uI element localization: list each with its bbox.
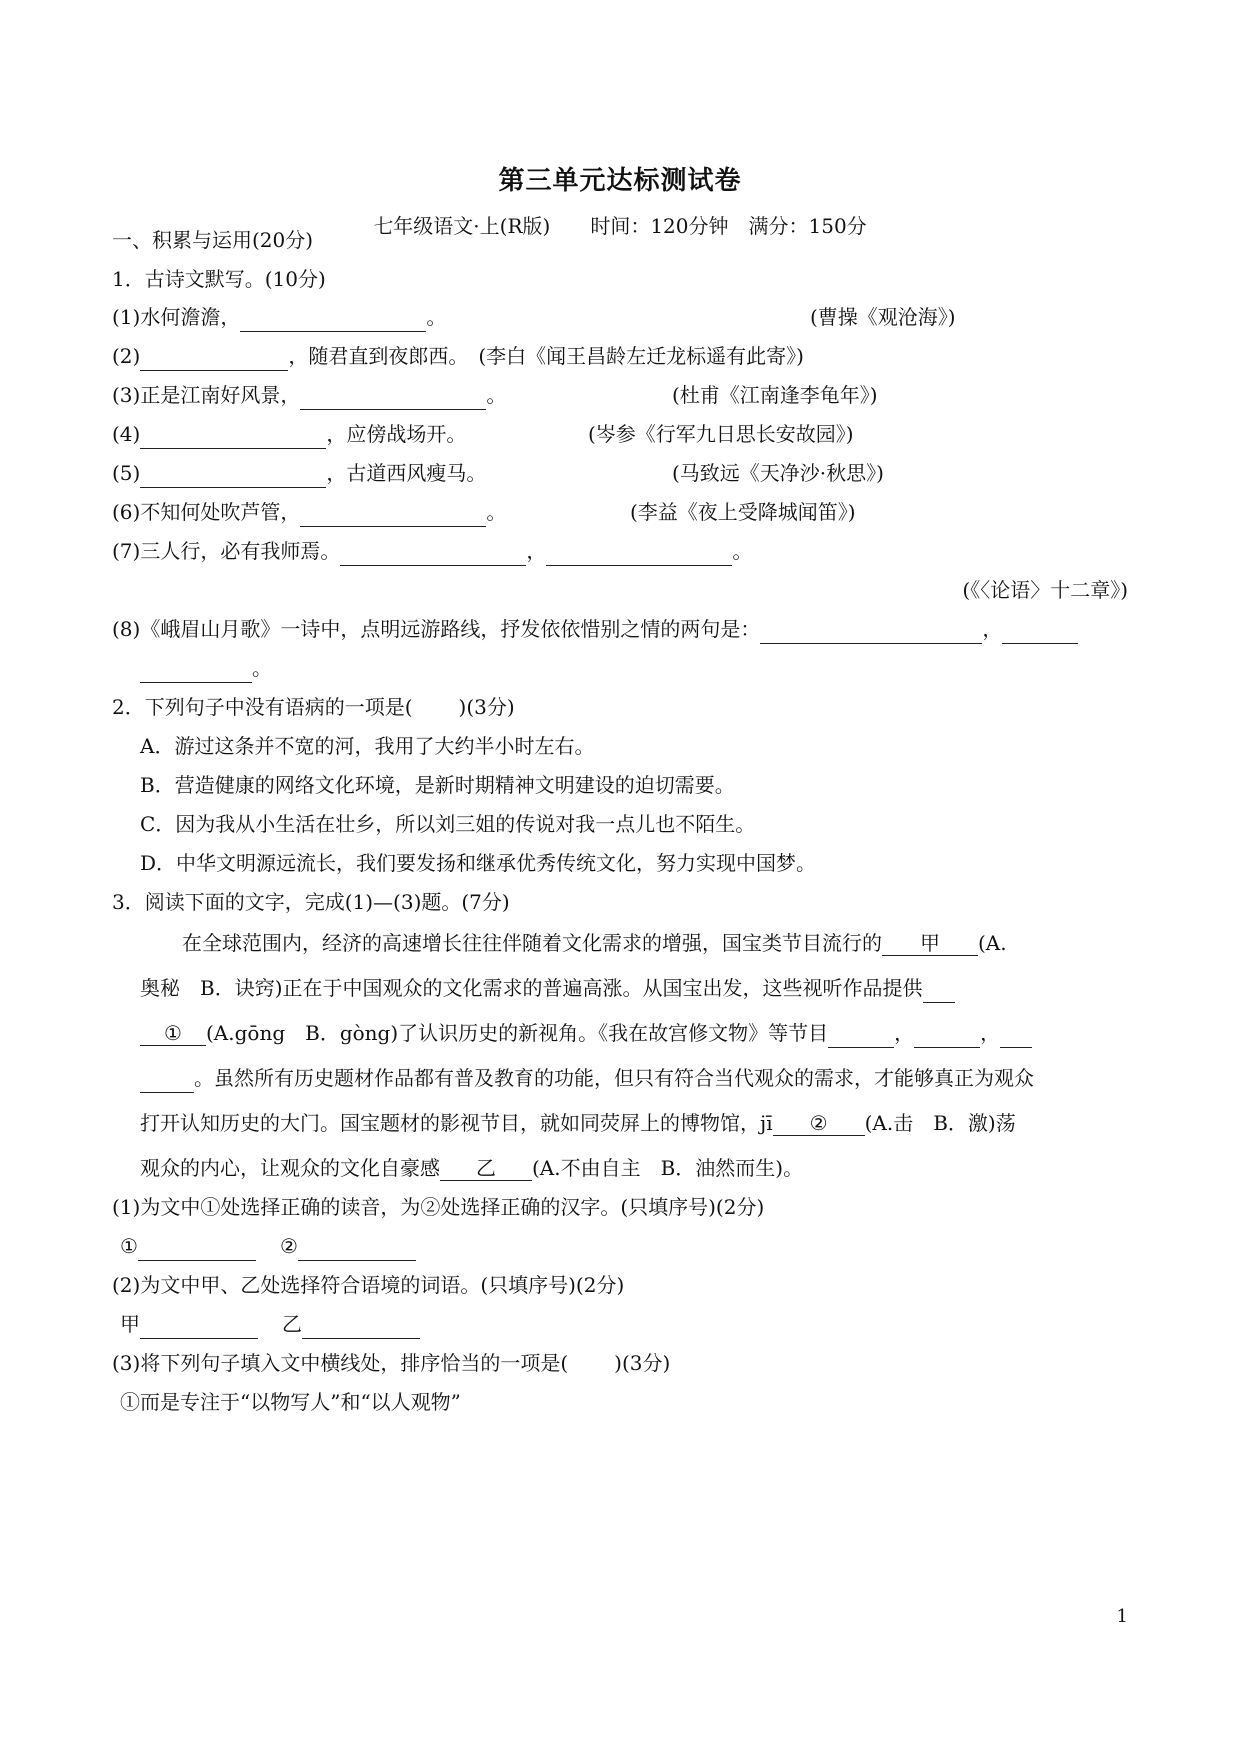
q3-stem: 3．阅读下面的文字，完成(1)—(3)题。(7分)	[112, 890, 510, 914]
q2-stem: 2．下列句子中没有语病的一项是( )(3分)	[112, 695, 515, 719]
passage-line: 观众的内心，让观众的文化自豪感 乙 (A.不由自主 B．油然而生)。	[140, 1156, 804, 1180]
answer-blank[interactable]	[923, 980, 955, 1003]
blank-2[interactable]: ②	[773, 1111, 865, 1136]
answer-blank[interactable]	[1000, 1025, 1032, 1048]
answer-blank[interactable]	[300, 387, 486, 410]
exam-subtitle: 七年级语文·上(R版) 时间：120分钟 满分：150分	[373, 214, 867, 238]
answer-blank[interactable]	[298, 1238, 416, 1261]
q1-stem: 1．古诗文默写。(10分)	[112, 267, 326, 291]
passage-line: ① (A.gōng B．gòng)了认识历史的新视角。《我在故宫修文物》等节目 ， ，	[140, 1018, 1032, 1048]
answer-blank[interactable]	[1002, 621, 1078, 644]
q1-item-8: (8)《峨眉山月歌》一诗中，点明远游路线，抒发依依惜别之情的两句是： ，	[112, 614, 1078, 644]
q3-sub3: (3)将下列句子填入文中横线处，排序恰当的一项是( )(3分)	[112, 1351, 671, 1375]
answer-blank[interactable]	[828, 1025, 894, 1048]
passage-line: 奥秘 B．诀窍)正在于中国观众的文化需求的普遍高涨。从国宝出发，这些视听作品提供	[140, 973, 955, 1003]
q1-item-7: (7)三人行，必有我师焉。 ， 。	[112, 536, 752, 566]
q1-item-4: (4) ，应傍战场开。	[112, 419, 466, 449]
answer-blank[interactable]	[302, 1316, 420, 1339]
q1-item-6: (6)不知何处吹芦管， 。	[112, 497, 506, 527]
answer-blank[interactable]	[140, 660, 252, 683]
page-title: 第三单元达标测试卷	[498, 166, 742, 196]
q2-option-b: B．营造健康的网络文化环境，是新时期精神文明建设的迫切需要。	[140, 773, 735, 797]
q3-sub3-item: ①而是专注于“以物写人”和“以人观物”	[120, 1390, 461, 1414]
q1-item-1: (1)水何澹澹， 。	[112, 302, 446, 332]
answer-blank[interactable]	[240, 309, 426, 332]
answer-blank[interactable]	[546, 543, 732, 566]
answer-blank[interactable]	[140, 348, 288, 371]
q2-option-c: C．因为我从小生活在壮乡，所以刘三姐的传说对我一点儿也不陌生。	[140, 812, 756, 836]
answer-blank[interactable]	[760, 621, 982, 644]
q1-source-1: (曹操《观沧海》)	[810, 305, 956, 329]
q1-item-3: (3)正是江南好风景， 。	[112, 380, 506, 410]
q2-option-a: A．游过这条并不宽的河，我用了大约半小时左右。	[140, 734, 595, 758]
q3-sub1: (1)为文中①处选择正确的读音，为②处选择正确的汉字。(只填序号)(2分)	[112, 1195, 765, 1219]
q1-source-5: (马致远《天净沙·秋思》)	[672, 461, 884, 485]
q1-source-7: (《〈论语〉十二章》)	[962, 578, 1128, 602]
answer-blank[interactable]	[140, 1070, 194, 1093]
q1-source-4: (岑参《行军九日思长安故园》)	[588, 422, 854, 446]
blank-yi[interactable]: 乙	[440, 1156, 532, 1181]
passage-line: 。虽然所有历史题材作品都有普及教育的功能，但只有符合当代观众的需求，才能够真正为观众	[140, 1063, 1034, 1093]
answer-blank[interactable]	[300, 504, 486, 527]
answer-blank[interactable]	[140, 465, 326, 488]
answer-blank[interactable]	[340, 543, 526, 566]
q1-source-6: (李益《夜上受降城闻笛》)	[630, 500, 856, 524]
q1-item-2: (2) ，随君直到夜郎西。 (李白《闻王昌龄左迁龙标遥有此寄》)	[112, 341, 804, 371]
blank-1[interactable]: ①	[140, 1021, 206, 1046]
q3-sub2: (2)为文中甲、乙处选择符合语境的词语。(只填序号)(2分)	[112, 1273, 625, 1297]
answer-blank[interactable]	[138, 1238, 256, 1261]
q3-sub2-answers: 甲 乙	[120, 1309, 420, 1339]
page-number: 1	[1116, 1606, 1128, 1627]
passage-line: 打开认知历史的大门。国宝题材的影视节目，就如同荧屏上的博物馆，jī ② (A.击 B．激)荡	[140, 1111, 1016, 1135]
answer-blank[interactable]	[140, 426, 326, 449]
section-heading: 一、积累与运用(20分)	[112, 228, 314, 252]
q1-source-2: (李白《闻王昌龄左迁龙标遥有此寄》)	[478, 344, 804, 368]
q3-sub1-answers: ① ②	[120, 1231, 416, 1261]
passage-line: 在全球范围内，经济的高速增长往往伴随着文化需求的增强，国宝类节目流行的 甲 (A.	[182, 931, 1007, 955]
answer-blank[interactable]	[140, 1316, 258, 1339]
blank-jia[interactable]: 甲	[882, 931, 978, 956]
q1-source-3: (杜甫《江南逢李龟年》)	[672, 383, 878, 407]
q1-item-5: (5) ，古道西风瘦马。	[112, 458, 486, 488]
answer-blank[interactable]	[914, 1025, 980, 1048]
q2-option-d: D．中华文明源远流长，我们要发扬和继承优秀传统文化，努力实现中国梦。	[140, 851, 817, 875]
q1-item-8-cont: 。	[140, 653, 272, 683]
